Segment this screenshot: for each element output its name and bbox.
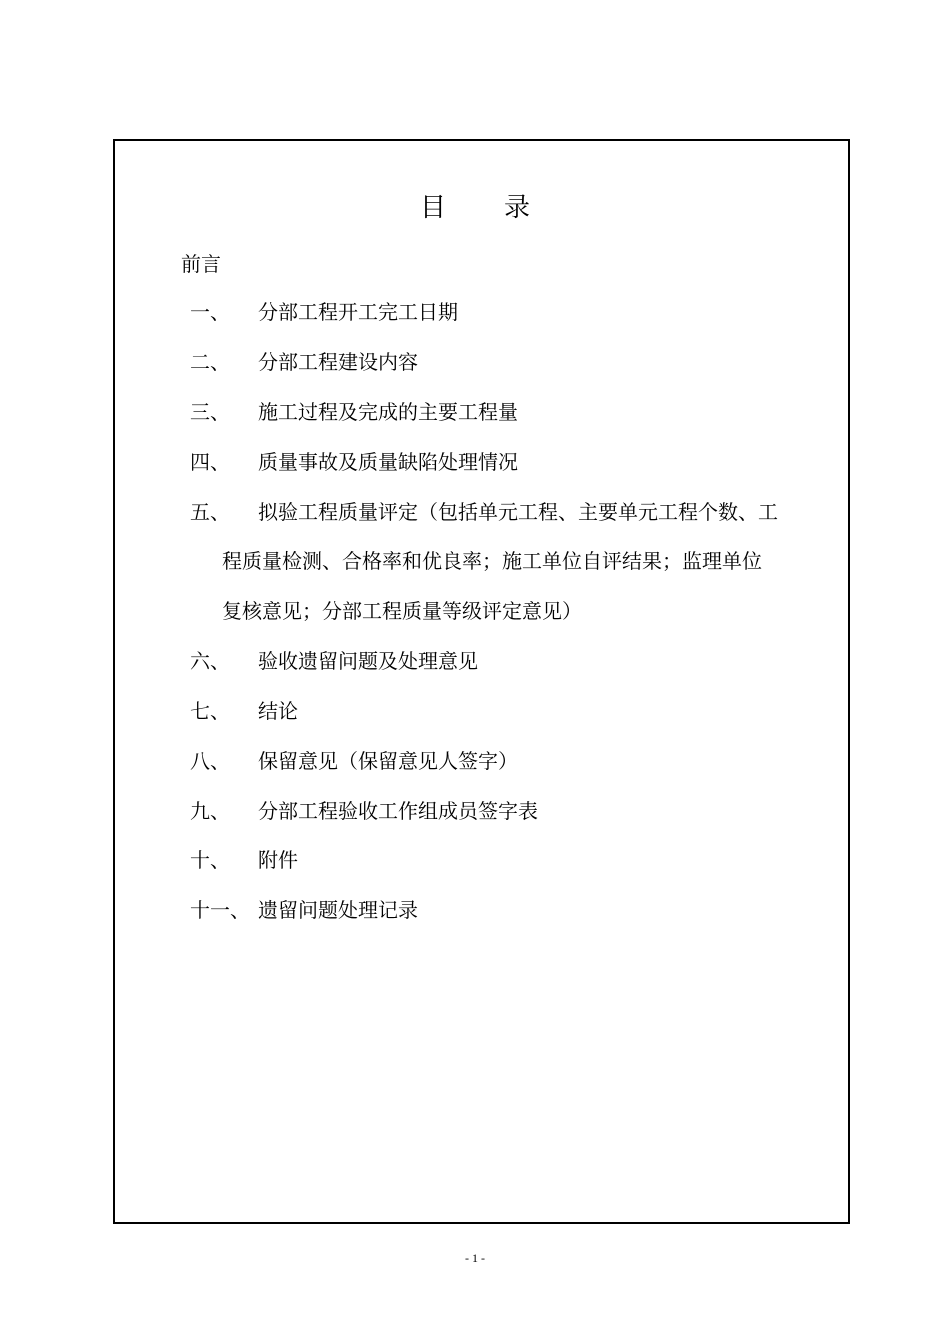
toc-item-number: 七、: [190, 699, 230, 723]
toc-item-number: 三、: [190, 400, 230, 424]
toc-item-text: 保留意见（保留意见人签字）: [258, 749, 518, 773]
toc-item-number: 十、: [190, 848, 230, 872]
toc-item-number: 一、: [190, 300, 230, 324]
title-char-2: 录: [504, 193, 531, 223]
toc-item-number: 十一、: [190, 898, 250, 922]
page-number: - 1 -: [465, 1251, 485, 1265]
toc-item-5-continuation-1: 程质量检测、合格率和优良率；施工单位自评结果；监理单位: [222, 549, 762, 573]
toc-item-number: 二、: [190, 350, 230, 374]
toc-item-number: 八、: [190, 749, 230, 773]
toc-item-number: 六、: [190, 649, 230, 673]
toc-item-number: 四、: [190, 450, 230, 474]
toc-item-5-continuation-2: 复核意见；分部工程质量等级评定意见）: [222, 599, 582, 623]
toc-item-text: 附件: [258, 848, 298, 872]
toc-item-number: 五、: [190, 500, 230, 524]
title-char-1: 目: [419, 193, 446, 223]
preface-entry: 前言: [181, 252, 221, 276]
toc-item-text: 分部工程建设内容: [258, 350, 418, 374]
toc-item-text: 遗留问题处理记录: [258, 898, 418, 922]
toc-item-text: 质量事故及质量缺陷处理情况: [258, 450, 518, 474]
toc-item-text: 施工过程及完成的主要工程量: [258, 400, 518, 424]
toc-item-text: 验收遗留问题及处理意见: [258, 649, 478, 673]
toc-item-text: 结论: [258, 699, 298, 723]
toc-item-text: 分部工程验收工作组成员签字表: [258, 799, 538, 823]
toc-item-number: 九、: [190, 799, 230, 823]
toc-item-text: 分部工程开工完工日期: [258, 300, 458, 324]
toc-item-text: 拟验工程质量评定（包括单元工程、主要单元工程个数、工: [258, 500, 778, 524]
page-title: [0, 188, 950, 228]
